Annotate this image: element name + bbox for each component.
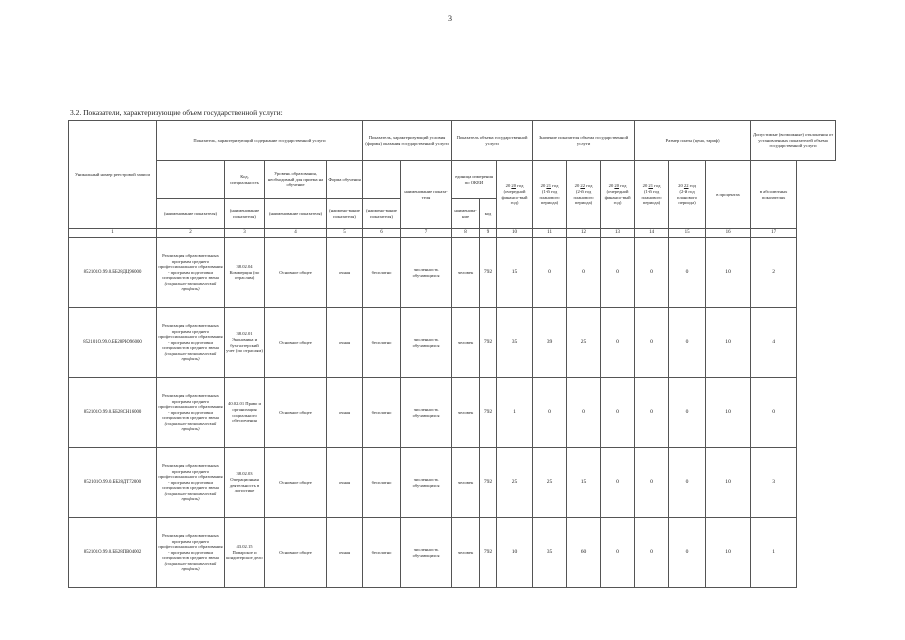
volume-value-second: 0 — [567, 378, 601, 448]
fee-value-current: 0 — [601, 238, 635, 308]
fee-value-first: 0 — [635, 448, 669, 518]
column-numbers-row — [69, 229, 836, 238]
specialty: 43.02.15 Поварское и кондитерское дело — [225, 518, 265, 588]
fee-year-current-header: 20 20 год (очередной финансо-вый год) — [601, 161, 635, 229]
form-of-study: очная — [327, 378, 363, 448]
deviation-percent: 10 — [706, 238, 751, 308]
deviation-percent: 10 — [706, 518, 751, 588]
unit-code: 792 — [480, 518, 497, 588]
table-row — [69, 448, 836, 518]
page-number: 3 — [448, 14, 452, 23]
table-row — [69, 378, 836, 448]
indicator-name-subheader: (наименование показателя) — [265, 199, 327, 229]
fee-value-second: 0 — [669, 448, 706, 518]
education-level: Основное общее — [265, 238, 327, 308]
indicator-name-subheader: (наимено-вание показателя) — [327, 199, 363, 229]
form-of-study: очная — [327, 308, 363, 378]
fee-value-second: 0 — [669, 518, 706, 588]
fee-value-second: 0 — [669, 238, 706, 308]
fee-value-first: 0 — [635, 308, 669, 378]
deviation-absolute: 2 — [751, 238, 797, 308]
column-number: 7 — [401, 229, 452, 238]
unit-name: человек — [452, 308, 480, 378]
volume-value-second: 60 — [567, 518, 601, 588]
year-second-header: 20 22 год (2-й год планового периода) — [567, 161, 601, 229]
fee-year-first-header: 20 21 год (1-й год планового периода) — [635, 161, 669, 229]
service-content-main: Реализация образовательных программ среднего профессионального образования - программ подготовки специалистов среднего звена — [158, 252, 223, 281]
indicator-name-subheader: (наимено-вание показателя) — [363, 199, 401, 229]
indicator-name: численность обучающихся — [401, 378, 452, 448]
fee-type: бесплатно — [363, 518, 401, 588]
deviation-absolute: 4 — [751, 308, 797, 378]
volume-value-second: 15 — [567, 448, 601, 518]
deviation-percent: 10 — [706, 448, 751, 518]
volume-value-current: 10 — [497, 518, 533, 588]
specialty: 38.02.04 Коммерция (по отраслям) — [225, 238, 265, 308]
service-content — [157, 308, 225, 378]
code-specialty-header: Код, специальность — [225, 161, 265, 199]
deviations-header: Допустимые (возможные) отклонения от установленных показателей объема государственной услуги — [751, 121, 836, 161]
fee-year-second-header: 20 22 год (2-й год планового периода) — [669, 161, 706, 229]
unit-name: человек — [452, 238, 480, 308]
deviation-percent: 10 — [706, 378, 751, 448]
volume-value-second: 0 — [567, 238, 601, 308]
column-number: 12 — [567, 229, 601, 238]
column-number: 17 — [751, 229, 797, 238]
volume-indicator-header: Показатель объема государственной услуги — [452, 121, 533, 161]
indicator-name: численность обучающихся — [401, 518, 452, 588]
deviation-percent: 10 — [706, 308, 751, 378]
volume-value-first: 0 — [533, 378, 567, 448]
column-number: 14 — [635, 229, 669, 238]
volume-value-first: 35 — [533, 518, 567, 588]
service-content-profile: (социально-экономический профиль) — [164, 490, 217, 502]
volume-value-first: 25 — [533, 448, 567, 518]
blank-cell — [157, 161, 225, 199]
service-conditions-header: Показатель, характеризующий условия (формы) оказания государственной услуги — [363, 121, 452, 161]
indicator-name-subheader: (наименование показателя) — [157, 199, 225, 229]
column-number: 6 — [363, 229, 401, 238]
unique-number-header: Уникальный номер реестровой записи — [69, 121, 157, 229]
fee-value-current: 0 — [601, 378, 635, 448]
education-level: Основное общее — [265, 378, 327, 448]
volume-value-second: 25 — [567, 308, 601, 378]
unit-code: 792 — [480, 378, 497, 448]
column-number: 1 — [69, 229, 157, 238]
table-row — [69, 518, 836, 588]
service-content — [157, 238, 225, 308]
column-number: 8 — [452, 229, 480, 238]
section-title: 3.2. Показатели, характеризующие объем государственной услуги: — [70, 108, 283, 117]
fee-value-current: 0 — [601, 308, 635, 378]
form-of-study-header: Форма обучения — [327, 161, 363, 199]
specialty: 40.02.01 Право и организация социального обеспечения — [225, 378, 265, 448]
form-of-study: очная — [327, 448, 363, 518]
education-level: Основное общее — [265, 448, 327, 518]
service-content-profile: (социально-экономический профиль) — [164, 280, 217, 292]
volume-value-first: 0 — [533, 238, 567, 308]
fee-value-second: 0 — [669, 378, 706, 448]
deviation-absolute: 1 — [751, 518, 797, 588]
education-level: Основное общее — [265, 518, 327, 588]
column-number: 2 — [157, 229, 225, 238]
service-content-main: Реализация образовательных программ среднего профессионального образования - программ подготовки специалистов среднего звена — [158, 532, 223, 561]
fee-value-current: 0 — [601, 448, 635, 518]
fee-type: бесплатно — [363, 378, 401, 448]
unit-code: 792 — [480, 238, 497, 308]
form-of-study: очная — [327, 238, 363, 308]
indicator-name-header: наименование показа-теля — [401, 161, 452, 229]
service-content-main: Реализация образовательных программ среднего профессионального образования - программ подготовки специалистов среднего звена — [158, 462, 223, 491]
fee-value-first: 0 — [635, 378, 669, 448]
specialty: 38.02.03 Операционная деятельность в логистике — [225, 448, 265, 518]
deviation-absolute: 3 — [751, 448, 797, 518]
table-row — [69, 308, 836, 378]
indicator-name: численность обучающихся — [401, 308, 452, 378]
volume-value-current: 35 — [497, 308, 533, 378]
volume-value-first: 39 — [533, 308, 567, 378]
in-absolute-header: в абсолютных показателях — [751, 161, 797, 229]
volume-value-current: 25 — [497, 448, 533, 518]
deviation-absolute: 0 — [751, 378, 797, 448]
fee-value-first: 0 — [635, 518, 669, 588]
indicator-name-subheader: (наименование показателя) — [225, 199, 265, 229]
unit-code: 792 — [480, 308, 497, 378]
fee-value-second: 0 — [669, 308, 706, 378]
volume-value-current: 15 — [497, 238, 533, 308]
in-percent-header: в процентах — [706, 161, 751, 229]
unit-name: человек — [452, 518, 480, 588]
blank-cell — [363, 161, 401, 199]
fee-type: бесплатно — [363, 448, 401, 518]
indicator-name: численность обучающихся — [401, 448, 452, 518]
registry-number: 852101О.99.0.ББ28РЮ96000 — [69, 308, 157, 378]
column-number: 10 — [497, 229, 533, 238]
fee-type: бесплатно — [363, 308, 401, 378]
specialty: 38.02.01 Экономика и бухгалтерский учет (по отраслям) — [225, 308, 265, 378]
unit-code: 792 — [480, 448, 497, 518]
service-content-main: Реализация образовательных программ среднего профессионального образования - программ подготовки специалистов среднего звена — [158, 322, 223, 351]
volume-table — [68, 120, 836, 588]
column-number: 13 — [601, 229, 635, 238]
registry-number: 852101О.99.0.ББ28ДТ72000 — [69, 448, 157, 518]
service-content — [157, 448, 225, 518]
volume-values-header: Значение показателя объема государственной услуги — [533, 121, 635, 161]
service-content-header: Показатель, характеризующий содержание государственной услуги — [157, 121, 363, 161]
year-first-header: 20 21 год (1-й год планового периода) — [533, 161, 567, 229]
volume-value-current: 1 — [497, 378, 533, 448]
column-number: 5 — [327, 229, 363, 238]
unit-name: человек — [452, 448, 480, 518]
year-current-header: 20 20 год (очередной финансо-вый год) — [497, 161, 533, 229]
column-number: 16 — [706, 229, 751, 238]
fee-header: Размер платы (цена, тариф) — [635, 121, 751, 161]
service-content-profile: (социально-экономический профиль) — [164, 560, 217, 572]
table-row — [69, 238, 836, 308]
registry-number: 852101О.99.0.ББ28ДЦ96000 — [69, 238, 157, 308]
column-number: 3 — [225, 229, 265, 238]
registry-number: 852101О.99.0.ББ28ПВ04002 — [69, 518, 157, 588]
unit-name: человек — [452, 378, 480, 448]
service-content — [157, 378, 225, 448]
fee-value-current: 0 — [601, 518, 635, 588]
service-content — [157, 518, 225, 588]
registry-number: 852101О.99.0.ББ28СН16000 — [69, 378, 157, 448]
column-number: 9 — [480, 229, 497, 238]
education-level-header: Уровень образования, необходимый для приема на обучение — [265, 161, 327, 199]
indicator-name: численность обучающихся — [401, 238, 452, 308]
column-number: 15 — [669, 229, 706, 238]
unit-measure-header: единица измерения по ОКЕИ — [452, 161, 497, 199]
service-content-profile: (социально-экономический профиль) — [164, 420, 217, 432]
form-of-study: очная — [327, 518, 363, 588]
column-number: 11 — [533, 229, 567, 238]
service-content-main: Реализация образовательных программ среднего профессионального образования - программ подготовки специалистов среднего звена — [158, 392, 223, 421]
fee-value-first: 0 — [635, 238, 669, 308]
unit-code-header: код — [480, 199, 497, 229]
education-level: Основное общее — [265, 308, 327, 378]
service-content-profile: (социально-экономический профиль) — [164, 350, 217, 362]
fee-type: бесплатно — [363, 238, 401, 308]
unit-name-header: наименова-ние — [452, 199, 480, 229]
column-number: 4 — [265, 229, 327, 238]
